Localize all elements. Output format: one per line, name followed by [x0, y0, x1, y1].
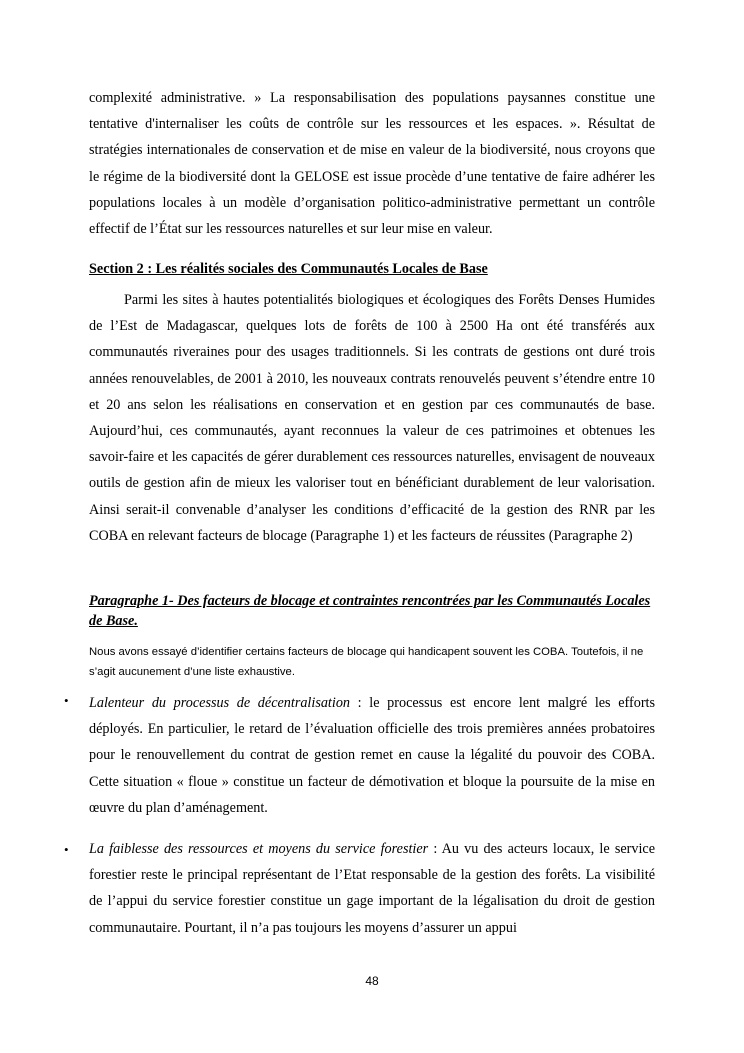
intro-paragraph: complexité administrative. » La responsabilisation des populations paysannes constitue une tentative d'internaliser les coûts de contrôle sur les ressources et les espaces. ». Résultat de stratégies internationales de conservation et de mise en valeur de la biodiversité, nous croyons que le régime de la biodiversité dont la GELOSE est issue procède d’une tentative de faire adhérer les populations locales à un modèle d’organisation politico-administrative permettant un contrôle effectif de l’État sur les ressources naturelles et sur leur mise en valeur.: [89, 90, 655, 238]
paragraph-heading: Paragraphe 1- Des facteurs de blocage et contraintes rencontrées par les Communautés Locales de Base.: [89, 593, 651, 629]
page-number: 48: [365, 974, 379, 988]
bullet-item: [89, 836, 655, 941]
bullet-item: [89, 690, 655, 821]
bullet-text: : le processus est encore lent malgré les efforts déployés. En particulier, le retard de l’évaluation officielle des trois premières années probatoires pour le renouvellement du contrat de gestion remet en cause la légalité du pouvoir des COBA. Cette situation « floue » constitue un facteur de démotivation et bloque la poursuite de la mise en œuvre du plan d’aménagement.: [89, 695, 656, 816]
bullet-term: La faiblesse des ressources et moyens du service forestier: [89, 841, 429, 857]
bullet-marker: •: [64, 693, 69, 708]
intro-note: Nous avons essayé d’identifier certains facteurs de blocage qui handicapent souvent les COBA. Toutefois, il ne s’agit aucunement d’une liste exhaustive.: [89, 646, 644, 678]
bullet-marker: •: [64, 842, 69, 857]
bullet-term: Lalenteur du processus de décentralisation: [89, 695, 351, 711]
bullet-text: : Au vu des acteurs locaux, le service forestier reste le principal représentant de l’Etat responsable de la gestion des forêts. La visibilité de l’appui du service forestier constitue un gage important de la légalisation du droit de gestion communautaire. Pourtant, il n’a pas toujours les moyens d’assurer un appui: [89, 841, 656, 936]
section-heading: Section 2 : Les réalités sociales des Communautés Locales de Base: [89, 261, 488, 277]
section-body-paragraph: Parmi les sites à hautes potentialités biologiques et écologiques des Forêts Denses Humides de l’Est de Madagascar, quelques lots de forêts de 100 à 2500 Ha ont été transférés aux communautés riveraines pour des usages traditionnels. Si les contrats de gestions ont duré trois années renouvelables, de 2001 à 2010, les nouveaux contrats renouvelés peuvent s’étendre entre 10 et 20 ans selon les réalisations en conservation et en gestion par ces communautés de base. Aujourd’hui, ces communautés, ayant reconnues la valeur de ces patrimoines et obtenues les savoir-faire et les capacités de gérer durablement ces ressources naturelles, envisagent de nouveaux outils de gestion afin de mieux les valoriser tout en bénéficiant durablement de leur valorisation. Ainsi serait-il convenable d’analyser les conditions d’efficacité de la gestion des RNR par les COBA en relevant facteurs de blocage (Paragraphe 1) et les facteurs de réussites (Paragraphe 2): [89, 292, 655, 544]
